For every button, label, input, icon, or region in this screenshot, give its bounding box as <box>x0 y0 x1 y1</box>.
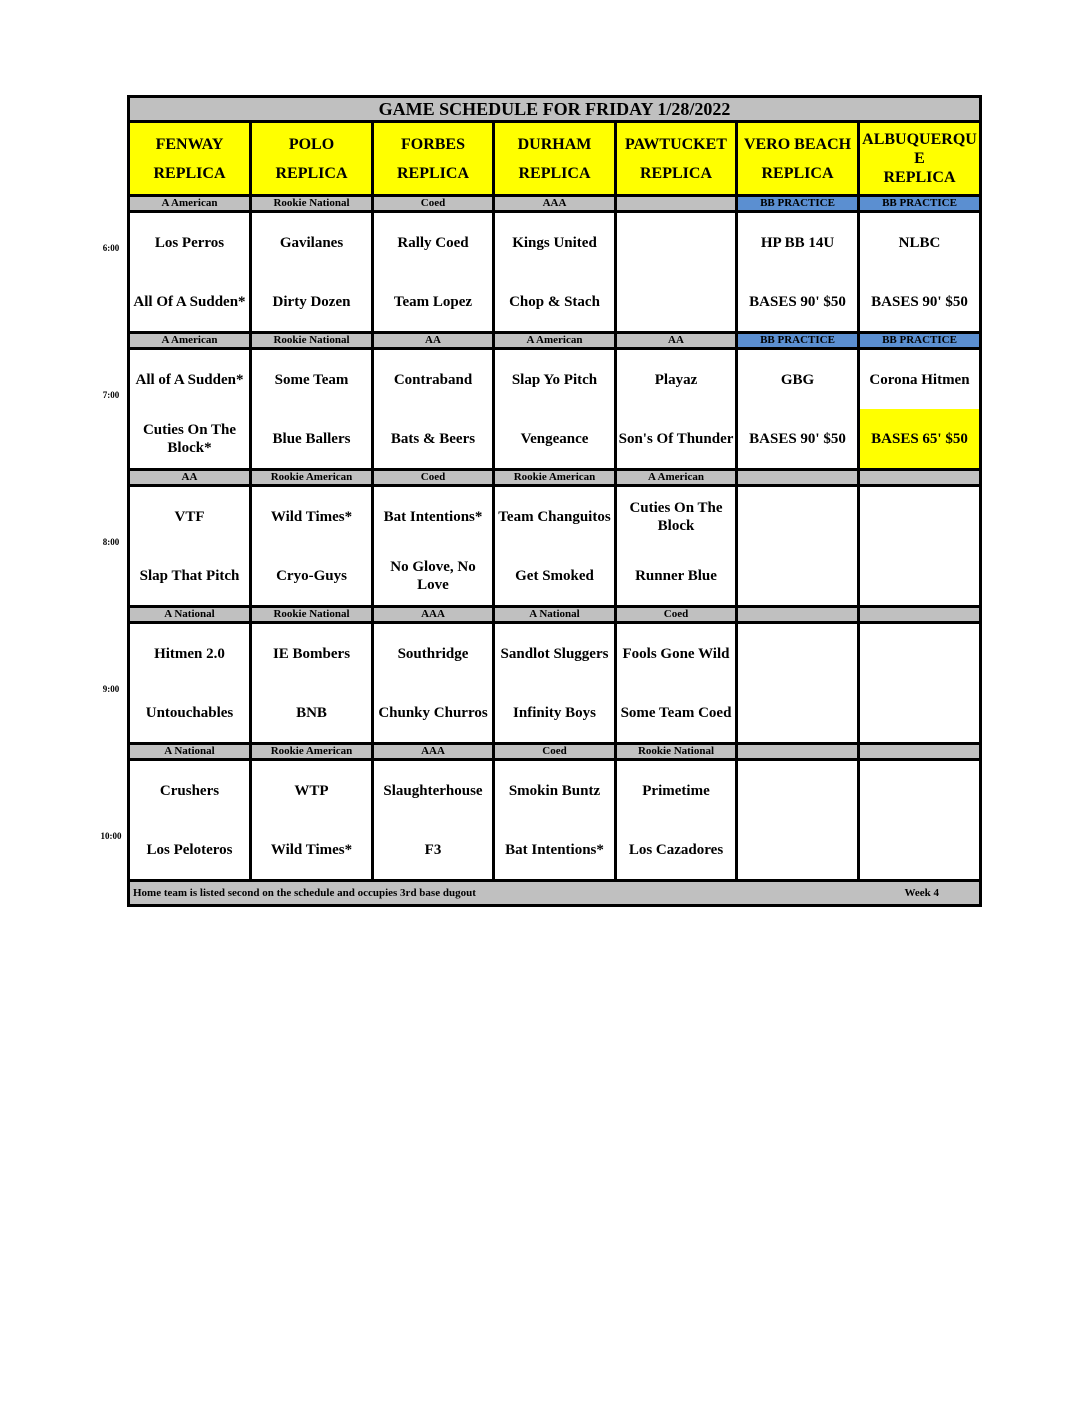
away-team: Fools Gone Wild <box>616 623 737 684</box>
away-team: Cuties On The Block <box>616 486 737 547</box>
division-label: A American <box>616 470 737 486</box>
away-team <box>737 760 859 821</box>
division-label <box>859 607 981 623</box>
away-team <box>859 623 981 684</box>
home-team: All Of A Sudden* <box>129 272 251 333</box>
away-team <box>859 760 981 821</box>
field-header <box>373 122 494 196</box>
home-team <box>737 683 859 744</box>
away-team: Some Team <box>251 349 373 410</box>
division-label: Rookie National <box>251 333 373 349</box>
division-label: BB PRACTICE <box>859 333 981 349</box>
division-label: A National <box>494 607 616 623</box>
home-team: Infinity Boys <box>494 683 616 744</box>
division-label: Coed <box>373 470 494 486</box>
away-team: GBG <box>737 349 859 410</box>
division-label: AA <box>373 333 494 349</box>
home-team <box>616 272 737 333</box>
home-team: Slap That Pitch <box>129 546 251 607</box>
division-label: Coed <box>373 196 494 212</box>
home-team: Untouchables <box>129 683 251 744</box>
field-sub: REPLICA <box>275 164 348 182</box>
time-label: 7:00 <box>102 390 120 400</box>
home-team: Son's Of Thunder <box>616 409 737 470</box>
division-label: BB PRACTICE <box>737 333 859 349</box>
away-team: VTF <box>129 486 251 547</box>
away-team: Primetime <box>616 760 737 821</box>
away-team: Corona Hitmen <box>859 349 981 410</box>
away-team: Los Perros <box>129 212 251 273</box>
home-team: Los Cazadores <box>616 820 737 881</box>
away-team: Wild Times* <box>251 486 373 547</box>
field-name: FORBES <box>400 135 465 153</box>
home-team: No Glove, No Love <box>373 546 494 607</box>
away-team: Bat Intentions* <box>373 486 494 547</box>
division-label: Rookie National <box>251 607 373 623</box>
home-team: BASES 90' $50 <box>737 409 859 470</box>
home-team: BASES 90' $50 <box>737 272 859 333</box>
division-label: AAA <box>494 196 616 212</box>
home-team: BASES 65' $50 <box>859 409 981 470</box>
division-label: Rookie American <box>251 744 373 760</box>
time-label: 8:00 <box>102 537 120 547</box>
home-team: Cuties On The Block* <box>129 409 251 470</box>
time-label: 9:00 <box>102 684 120 694</box>
away-team: Kings United <box>494 212 616 273</box>
home-team <box>737 820 859 881</box>
away-team: Contraband <box>373 349 494 410</box>
field-header <box>737 122 859 196</box>
away-team <box>737 623 859 684</box>
home-team: BASES 90' $50 <box>859 272 981 333</box>
division-label: Rookie American <box>494 470 616 486</box>
division-label: Coed <box>616 607 737 623</box>
division-label: A American <box>494 333 616 349</box>
field-name: POLO <box>288 135 335 153</box>
away-team: HP BB 14U <box>737 212 859 273</box>
away-team: WTP <box>251 760 373 821</box>
home-team: Team Lopez <box>373 272 494 333</box>
field-header <box>494 122 616 196</box>
division-label: AA <box>129 470 251 486</box>
away-team <box>616 212 737 273</box>
week-label: Week 4 <box>904 887 939 899</box>
division-label: Rookie American <box>251 470 373 486</box>
field-sub: REPLICA <box>518 164 591 182</box>
schedule-title: GAME SCHEDULE FOR FRIDAY 1/28/2022 <box>129 97 981 122</box>
away-team: Slap Yo Pitch <box>494 349 616 410</box>
field-header <box>129 122 251 196</box>
away-team: All of A Sudden* <box>129 349 251 410</box>
home-team: BNB <box>251 683 373 744</box>
division-label: Rookie National <box>251 196 373 212</box>
home-team: Chop & Stach <box>494 272 616 333</box>
away-team: Rally Coed <box>373 212 494 273</box>
home-team: Runner Blue <box>616 546 737 607</box>
home-team: Blue Ballers <box>251 409 373 470</box>
home-team: Some Team Coed <box>616 683 737 744</box>
field-name: DURHAM <box>517 135 592 153</box>
division-label: Rookie National <box>616 744 737 760</box>
away-team: Gavilanes <box>251 212 373 273</box>
home-team: Bats & Beers <box>373 409 494 470</box>
home-team: Cryo-Guys <box>251 546 373 607</box>
field-sub: REPLICA <box>396 164 469 182</box>
home-team: Vengeance <box>494 409 616 470</box>
away-team: Team Changuitos <box>494 486 616 547</box>
away-team: Slaughterhouse <box>373 760 494 821</box>
division-label: A American <box>129 196 251 212</box>
division-label <box>859 744 981 760</box>
away-team: NLBC <box>859 212 981 273</box>
away-team: Hitmen 2.0 <box>129 623 251 684</box>
division-label <box>737 744 859 760</box>
away-team: Playaz <box>616 349 737 410</box>
field-name: ALBUQUERQUE <box>862 131 977 167</box>
field-header <box>616 122 737 196</box>
division-label: BB PRACTICE <box>859 196 981 212</box>
away-team: IE Bombers <box>251 623 373 684</box>
division-label <box>859 470 981 486</box>
division-label: AAA <box>373 607 494 623</box>
field-name: FENWAY <box>155 135 224 153</box>
division-label: AA <box>616 333 737 349</box>
away-team <box>737 486 859 547</box>
home-team <box>859 683 981 744</box>
time-label: 10:00 <box>100 831 122 841</box>
division-label: A National <box>129 744 251 760</box>
field-name: VERO BEACH <box>743 135 852 153</box>
home-team: Dirty Dozen <box>251 272 373 333</box>
division-label: A American <box>129 333 251 349</box>
footer-note: Home team is listed second on the schedule and occupies 3rd base dugout <box>133 887 476 899</box>
division-label: BB PRACTICE <box>737 196 859 212</box>
footer-bar <box>129 881 981 906</box>
away-team: Smokin Buntz <box>494 760 616 821</box>
home-team: Chunky Churros <box>373 683 494 744</box>
home-team: Los Peloteros <box>129 820 251 881</box>
home-team: F3 <box>373 820 494 881</box>
field-header <box>251 122 373 196</box>
home-team <box>859 546 981 607</box>
away-team <box>859 486 981 547</box>
division-label: AAA <box>373 744 494 760</box>
home-team <box>859 820 981 881</box>
away-team: Southridge <box>373 623 494 684</box>
home-team: Wild Times* <box>251 820 373 881</box>
field-sub: REPLICA <box>761 164 834 182</box>
field-header <box>859 122 981 196</box>
field-sub: REPLICA <box>153 164 226 182</box>
schedule-table <box>127 95 982 907</box>
home-team: Bat Intentions* <box>494 820 616 881</box>
field-sub: REPLICA <box>639 164 712 182</box>
away-team: Sandlot Sluggers <box>494 623 616 684</box>
division-label <box>737 607 859 623</box>
division-label <box>737 470 859 486</box>
away-team: Crushers <box>129 760 251 821</box>
home-team <box>737 546 859 607</box>
division-label: Coed <box>494 744 616 760</box>
field-sub: REPLICA <box>883 169 956 186</box>
division-label: A National <box>129 607 251 623</box>
field-name: PAWTUCKET <box>625 135 727 153</box>
division-label <box>616 196 737 212</box>
home-team: Get Smoked <box>494 546 616 607</box>
time-label: 6:00 <box>102 243 120 253</box>
